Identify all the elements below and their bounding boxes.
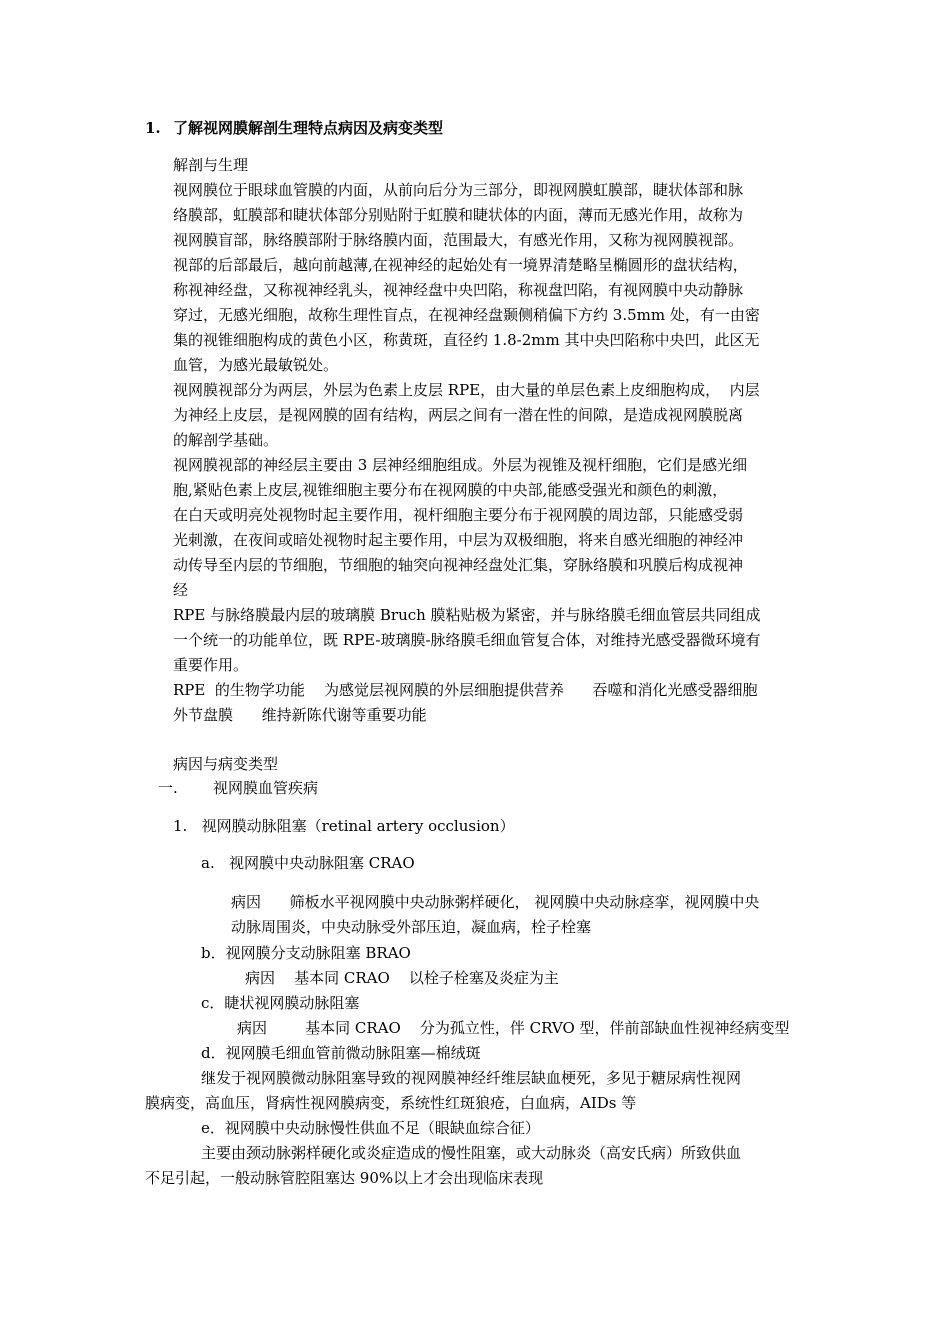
crao-cause-line: 病因 筛板水平视网膜中央动脉粥样硬化， 视网膜中央动脉痉挛，视网膜中央 — [231, 893, 760, 911]
anatomy-p1-line: 称视神经盘，又称视神经乳头，视神经盘中央凹陷，称视盘凹陷，有视网膜中央动静脉 — [173, 281, 744, 299]
anatomy-p5-line: 外节盘膜 维持新陈代谢等重要功能 — [173, 706, 427, 724]
sub-item-cilioretinal: c．睫状视网膜动脉阻塞 — [201, 994, 360, 1012]
anatomy-p4-line: RPE 与脉络膜最内层的玻璃膜 Bruch 膜粘贴极为紧密，并与脉络膜毛细血管层共同组成 — [173, 606, 761, 624]
anatomy-p1-line: 穿过，无感光细胞，故称生理性盲点，在视神经盘颞侧稍偏下方约 3.5mm 处，有一由密 — [173, 306, 760, 324]
cotton-wool-text-line: 继发于视网膜微动脉阻塞导致的视网膜神经纤维层缺血梗死，多见于糖尿病性视网 — [201, 1069, 742, 1087]
anatomy-p3-line: 在白天或明亮处视物时起主要作用，视杆细胞主要分布于视网膜的周边部，只能感受弱 — [173, 506, 744, 524]
sub-item-crao: a. 视网膜中央动脉阻塞 CRAO — [201, 854, 415, 872]
section-number: 一. — [158, 779, 178, 797]
anatomy-p2-line: 为神经上皮层，是视网膜的固有结构，两层之间有一潜在性的间隙，是造成视网膜脱离 — [173, 406, 744, 424]
item-artery-occlusion: 1. 视网膜动脉阻塞（retinal artery occlusion） — [173, 817, 515, 835]
anatomy-p1-line: 视网膜盲部，脉络膜部附于脉络膜内面，范围最大，有感光作用，又称为视网膜视部。 — [173, 231, 744, 249]
anatomy-p3-line: 动传导至内层的节细胞，节细胞的轴突向视神经盘处汇集，穿脉络膜和巩膜后构成视神 — [173, 556, 744, 574]
crao-cause-line: 动脉周围炎，中央动脉受外部压迫，凝血病，栓子栓塞 — [231, 918, 592, 936]
anatomy-p2-line: 的解剖学基础。 — [173, 431, 279, 449]
anatomy-p1-line: 集的视锥细胞构成的黄色小区，称黄斑，直径约 1.8-2mm 其中央凹陷称中央凹，此区无 — [173, 331, 760, 349]
etiology-title: 病因与病变类型 — [173, 755, 279, 773]
section-title: 视网膜血管疾病 — [213, 779, 319, 797]
anatomy-p1-line: 视部的后部最后，越向前越薄,在视神经的起始处有一境界清楚略呈椭圆形的盘状结构， — [173, 256, 748, 274]
anatomy-p1-line: 络膜部，虹膜部和睫状体部分别贴附于虹膜和睫状体的内面，薄而无感光作用，故称为 — [173, 206, 744, 224]
brao-cause: 病因 基本同 CRAO 以栓子栓塞及炎症为主 — [245, 969, 559, 987]
cilioretinal-cause: 病因 基本同 CRAO 分为孤立性，伴 CRVO 型，伴前部缺血性视神经病变型 — [237, 1019, 790, 1037]
heading-number: 1. — [145, 119, 161, 137]
cotton-wool-text-line: 膜病变，高血压，肾病性视网膜病变，系统性红斑狼疮，白血病，AIDs 等 — [145, 1094, 637, 1112]
anatomy-p3-line: 胞,紧贴色素上皮层,视锥细胞主要分布在视网膜的中央部,能感受强光和颜色的刺激， — [173, 481, 728, 499]
sub-item-ocular-ischemic: e．视网膜中央动脉慢性供血不足（眼缺血综合征） — [201, 1119, 540, 1137]
anatomy-p3-line: 视网膜视部的神经层主要由 3 层神经细胞组成。外层为视锥及视杆细胞，它们是感光细 — [173, 456, 748, 474]
sub-item-cotton-wool: d．视网膜毛细血管前微动脉阻塞—棉绒斑 — [201, 1044, 481, 1062]
anatomy-p4-line: 一个统一的功能单位，既 RPE-玻璃膜-脉络膜毛细血管复合体，对维持光感受器微环境有 — [173, 631, 761, 649]
anatomy-title: 解剖与生理 — [173, 156, 249, 174]
heading-title: 了解视网膜解剖生理特点病因及病变类型 — [173, 119, 444, 137]
ocular-ischemic-text-line: 不足引起，一般动脉管腔阻塞达 90%以上才会出现临床表现 — [145, 1169, 544, 1187]
anatomy-p5-line: RPE 的生物学功能 为感觉层视网膜的外层细胞提供营养 吞噬和消化光感受器细胞 — [173, 681, 758, 699]
anatomy-p3-line: 光刺激，在夜间或暗处视物时起主要作用，中层为双极细胞，将来自感光细胞的神经冲 — [173, 531, 744, 549]
anatomy-p1-line: 视网膜位于眼球血管膜的内面，从前向后分为三部分，即视网膜虹膜部，睫状体部和脉 — [173, 181, 744, 199]
ocular-ischemic-text-line: 主要由颈动脉粥样硬化或炎症造成的慢性阻塞，或大动脉炎（高安氏病）所致供血 — [201, 1144, 742, 1162]
anatomy-p4-line: 重要作用。 — [173, 656, 249, 674]
sub-item-brao: b．视网膜分支动脉阻塞 BRAO — [201, 944, 411, 962]
anatomy-p2-line: 视网膜视部分为两层，外层为色素上皮层 RPE，由大量的单层色素上皮细胞构成， 内层 — [173, 381, 760, 399]
anatomy-p3-line: 经 — [173, 581, 189, 599]
anatomy-p1-line: 血管，为感光最敏锐处。 — [173, 356, 339, 374]
